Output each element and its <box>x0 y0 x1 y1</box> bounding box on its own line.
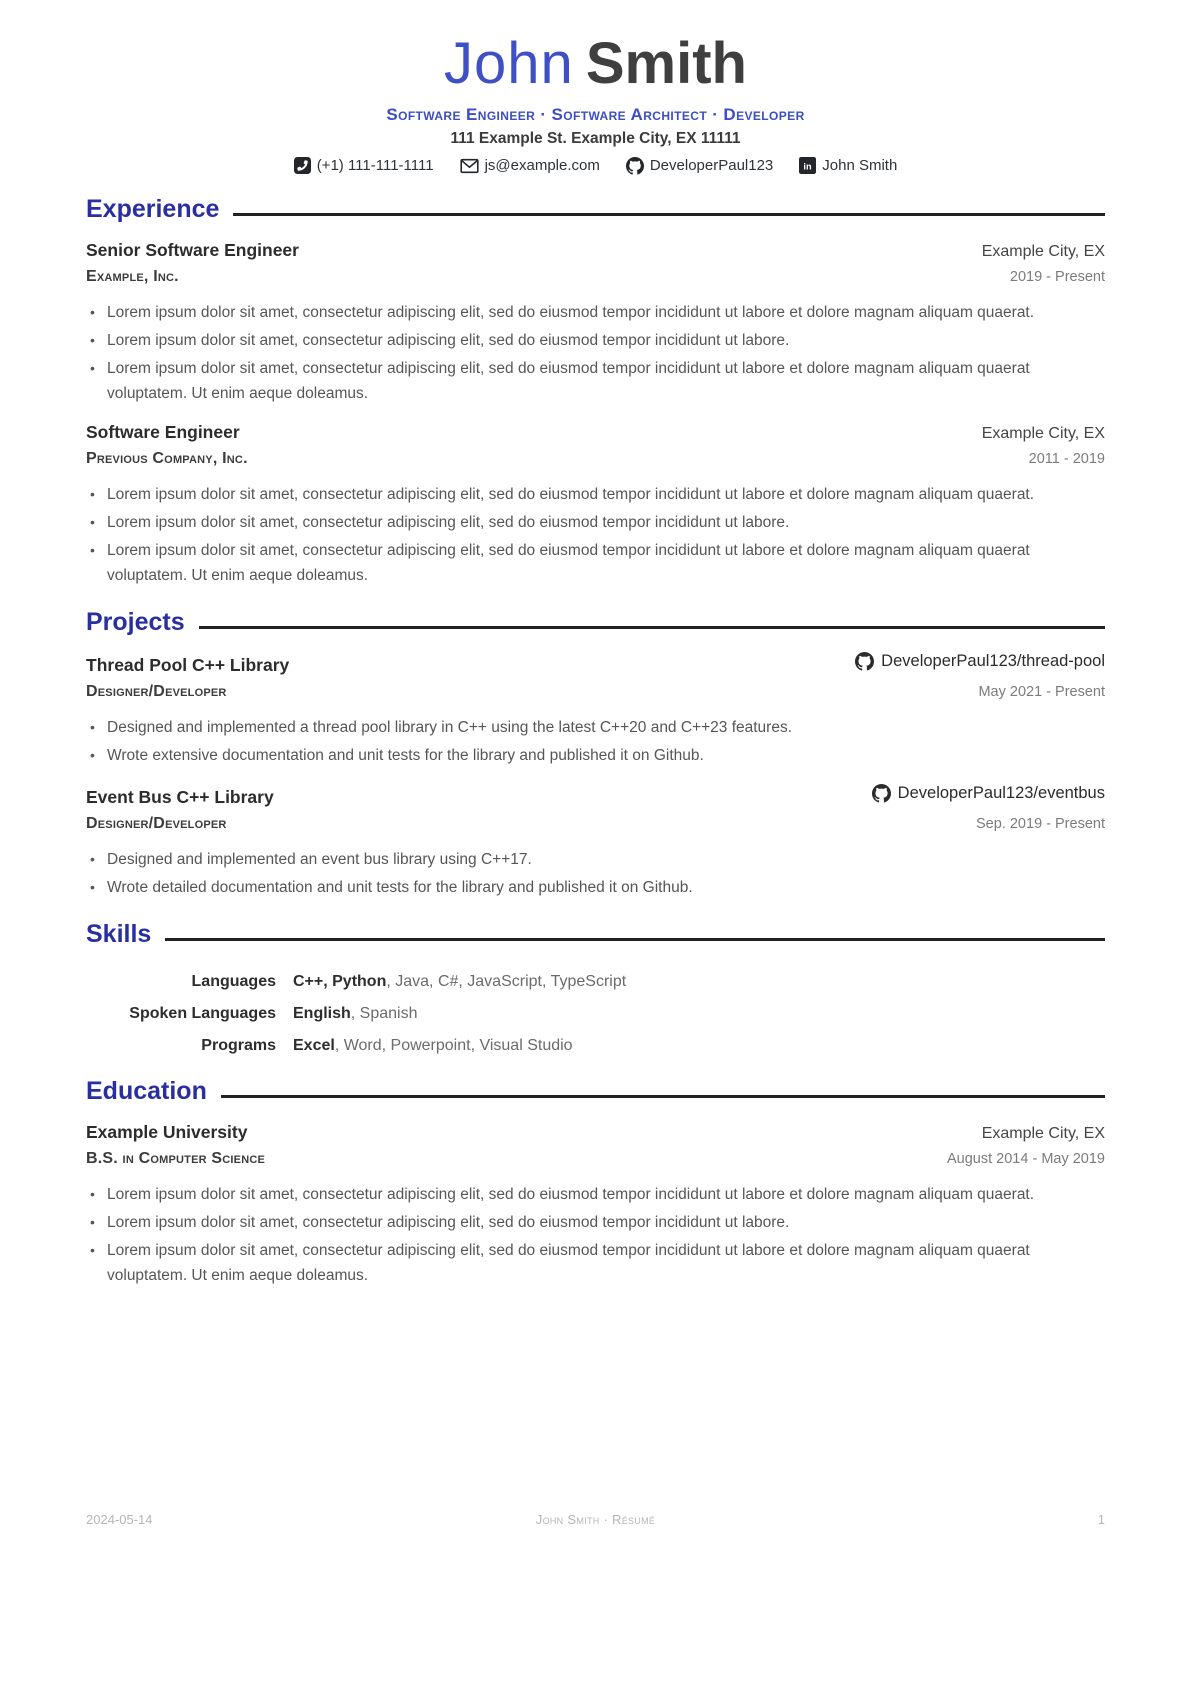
section-rule <box>221 1095 1105 1098</box>
project-title: Event Bus C++ Library <box>86 787 274 808</box>
bullet-item: • Lorem ipsum dolor sit amet, consectetur adipiscing elit, sed do eiusmod tempor incididunt ut labore. <box>86 328 1105 353</box>
address: 111 Example St. Example City, EX 11111 <box>450 129 741 147</box>
skills-table <box>86 971 1105 1057</box>
job-dates: 2011 - 2019 <box>1028 450 1105 467</box>
repo-link[interactable] <box>855 652 1105 671</box>
tagline: Software Engineer · Software Architect · Developer <box>386 104 805 124</box>
company-name: Example, Inc. <box>86 267 179 285</box>
bullet-list <box>86 847 1105 900</box>
project-entry <box>86 784 1105 900</box>
bullet-item: • Lorem ipsum dolor sit amet, consectetur adipiscing elit, sed do eiusmod tempor incididunt ut labore et dolore magnam aliquam quaerat. <box>86 1182 1105 1207</box>
last-name: Smith <box>585 31 747 96</box>
section-title: Projects <box>86 607 185 636</box>
skill-label: Programs <box>201 1037 276 1055</box>
job-location: Example City, EX <box>981 424 1105 442</box>
email-link[interactable] <box>460 157 600 174</box>
project-dates: May 2021 - Present <box>978 684 1105 701</box>
section-rule <box>233 213 1105 216</box>
skill-label: Spoken Languages <box>129 1005 276 1023</box>
contact-bar <box>86 157 1105 175</box>
degree-name: B.S. in Computer Science <box>86 1149 266 1167</box>
section-education <box>86 1077 1105 1288</box>
project-entry <box>86 652 1105 768</box>
project-dates: Sep. 2019 - Present <box>976 816 1105 833</box>
page-footer <box>86 1512 1105 1527</box>
bullet-item: • Lorem ipsum dolor sit amet, consectetur adipiscing elit, sed do eiusmod tempor incididunt ut labore et dolore magnam aliquam quaerat voluptatem. Ut enim aeque doleamus. <box>86 1238 1105 1288</box>
bullet-list <box>86 482 1105 588</box>
github-icon <box>872 784 891 803</box>
linkedin-icon <box>799 157 816 174</box>
footer-date: 2024-05-14 <box>86 1512 153 1527</box>
svg-text:in: in <box>803 161 812 172</box>
github-icon <box>626 157 644 175</box>
page-number: 1 <box>1097 1512 1105 1527</box>
project-role: Designer/Developer <box>86 815 227 833</box>
project-title: Thread Pool C++ Library <box>86 655 290 676</box>
job-dates: 2019 - Present <box>1009 268 1105 285</box>
resume-page <box>86 0 1105 1288</box>
bullet-item: • Lorem ipsum dolor sit amet, consectetur adipiscing elit, sed do eiusmod tempor incididunt ut labore et dolore magnam aliquam quaerat. <box>86 300 1105 325</box>
bullet-item: • Wrote detailed documentation and unit tests for the library and published it on Github. <box>86 875 1105 900</box>
section-rule <box>199 626 1105 629</box>
repo-link[interactable] <box>872 784 1105 803</box>
bullet-item: • Wrote extensive documentation and unit tests for the library and published it on Github. <box>86 743 1105 768</box>
company-name: Previous Company, Inc. <box>86 449 248 467</box>
skill-row <box>86 1035 1105 1057</box>
linkedin-name: John Smith <box>822 157 898 175</box>
project-role: Designer/Developer <box>86 683 227 701</box>
phone-number: (+1) 111-111-1111 <box>316 157 434 175</box>
github-icon <box>855 652 874 671</box>
section-title: Experience <box>86 194 220 223</box>
section-title: Education <box>86 1077 207 1106</box>
section-experience <box>86 195 1105 588</box>
repo-name: DeveloperPaul123/thread-pool <box>881 652 1105 671</box>
skill-row <box>86 971 1105 993</box>
bullet-item: • Lorem ipsum dolor sit amet, consectetur adipiscing elit, sed do eiusmod tempor incididunt ut labore et dolore magnam aliquam quaerat voluptatem. Ut enim aeque doleamus. <box>86 538 1105 588</box>
email-address: js@example.com <box>484 157 600 175</box>
job-title: Software Engineer <box>86 421 240 442</box>
school-location: Example City, EX <box>981 1124 1105 1142</box>
education-dates: August 2014 - May 2019 <box>947 1150 1105 1167</box>
person-name <box>86 0 1105 95</box>
school-name: Example University <box>86 1121 248 1142</box>
bullet-list <box>86 300 1105 406</box>
experience-entry <box>86 422 1105 588</box>
linkedin-link[interactable] <box>799 157 897 174</box>
bullet-item: • Lorem ipsum dolor sit amet, consectetur adipiscing elit, sed do eiusmod tempor incididunt ut labore. <box>86 1210 1105 1235</box>
job-title: Senior Software Engineer <box>86 239 299 260</box>
footer-title: John Smith · Résumé <box>535 1512 656 1527</box>
github-link[interactable] <box>626 157 773 175</box>
phone-icon <box>294 157 311 174</box>
bullet-item: • Lorem ipsum dolor sit amet, consectetur adipiscing elit, sed do eiusmod tempor incididunt ut labore et dolore magnam aliquam quaerat. <box>86 482 1105 507</box>
job-location: Example City, EX <box>981 242 1105 260</box>
skill-value: Excel, Word, Powerpoint, Visual Studio <box>293 1037 573 1055</box>
bullet-list <box>86 1182 1105 1288</box>
email-icon <box>460 158 479 174</box>
skill-label: Languages <box>191 973 276 991</box>
bullet-item: • Designed and implemented a thread pool library in C++ using the latest C++20 and C++23 features. <box>86 715 1105 740</box>
bullet-item: • Lorem ipsum dolor sit amet, consectetur adipiscing elit, sed do eiusmod tempor incididunt ut labore. <box>86 510 1105 535</box>
github-handle: DeveloperPaul123 <box>649 157 774 175</box>
section-title: Skills <box>86 920 152 949</box>
phone-link[interactable] <box>294 157 434 174</box>
experience-entry <box>86 240 1105 406</box>
bullet-item: • Designed and implemented an event bus library using C++17. <box>86 847 1105 872</box>
bullet-item: • Lorem ipsum dolor sit amet, consectetur adipiscing elit, sed do eiusmod tempor incididunt ut labore et dolore magnam aliquam quaerat voluptatem. Ut enim aeque doleamus. <box>86 356 1105 406</box>
section-projects <box>86 608 1105 901</box>
skill-row <box>86 1003 1105 1025</box>
repo-name: DeveloperPaul123/eventbus <box>897 784 1105 803</box>
first-name: John <box>444 31 574 96</box>
education-entry <box>86 1122 1105 1288</box>
section-skills <box>86 920 1105 1057</box>
skill-value: English, Spanish <box>293 1005 418 1023</box>
section-rule <box>165 938 1105 941</box>
bullet-list <box>86 715 1105 768</box>
skill-value: C++, Python, Java, C#, JavaScript, TypeScript <box>293 973 627 991</box>
